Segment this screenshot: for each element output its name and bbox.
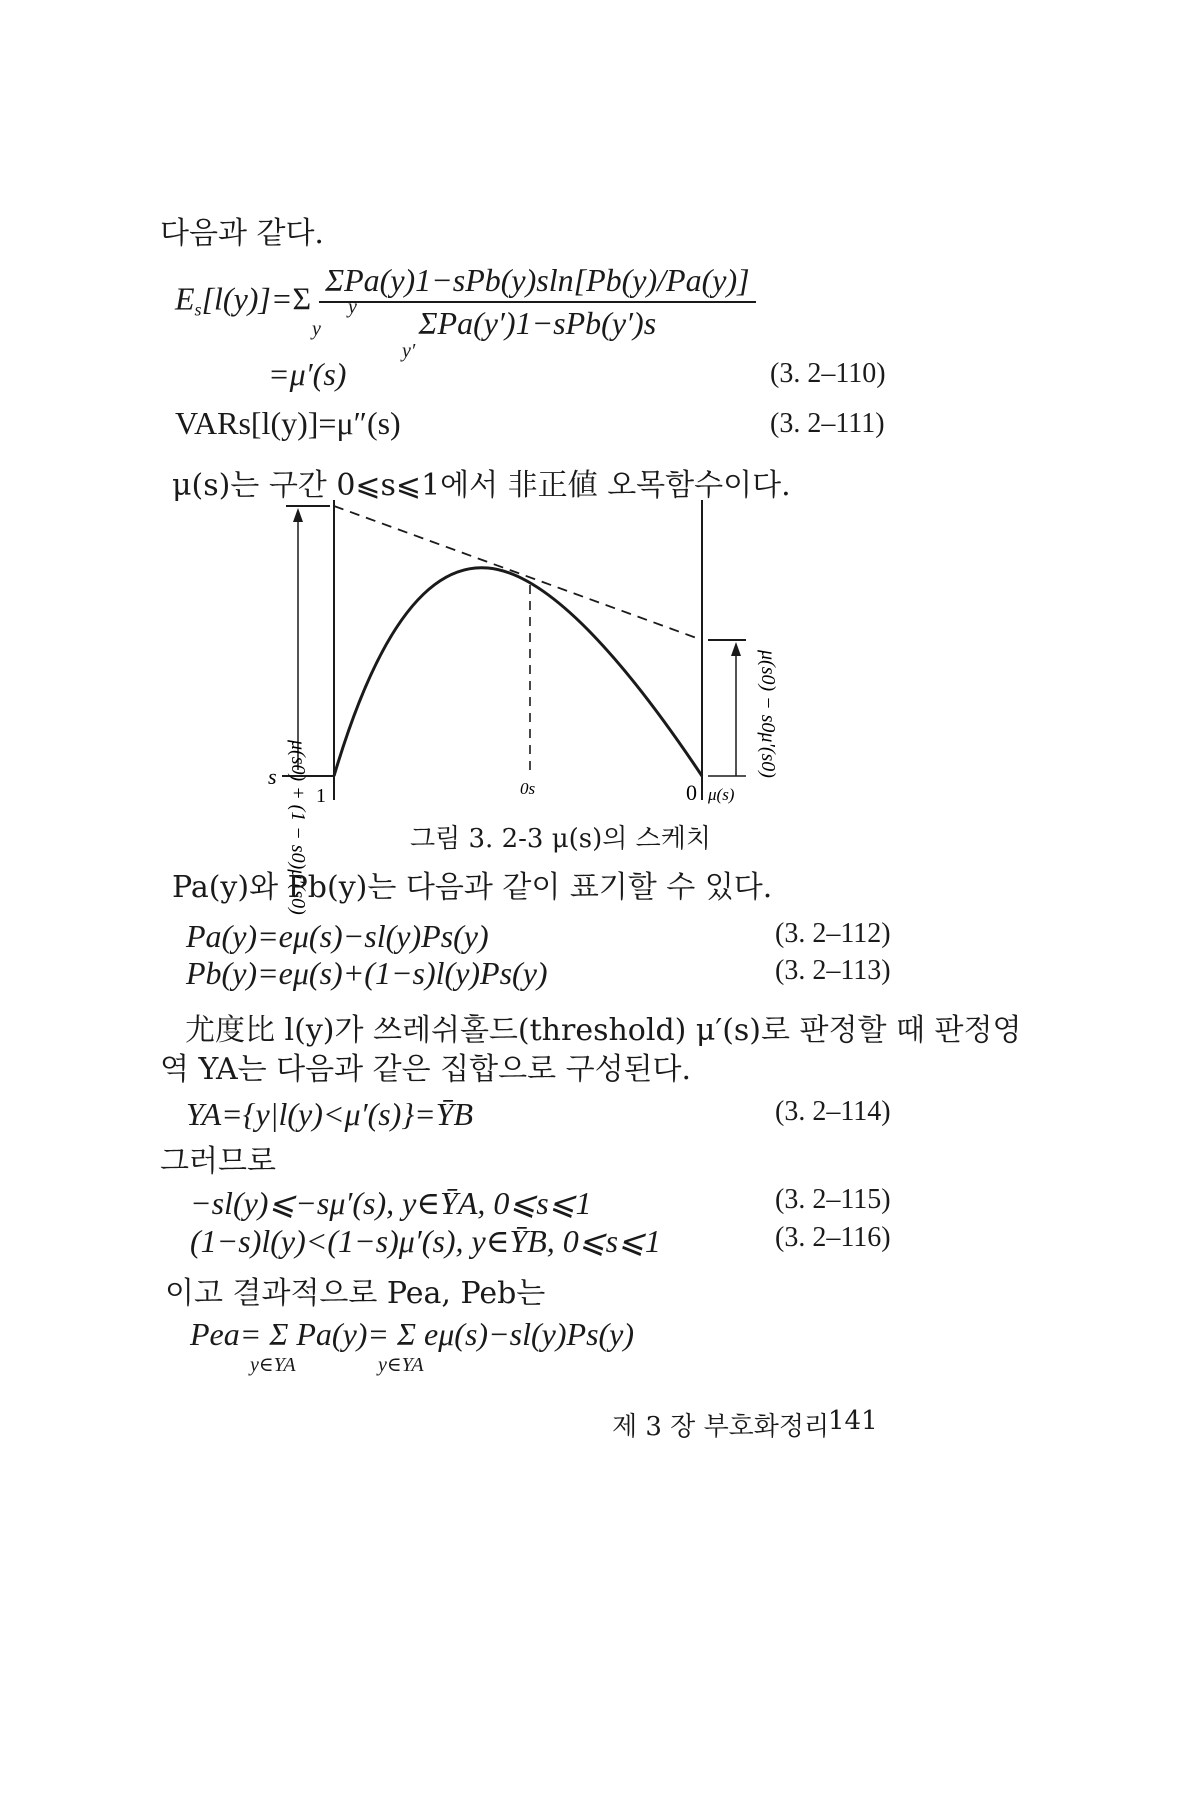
left-measure-label: μ(s0) + (1 − s0)μ′(s0)	[287, 740, 309, 915]
eq-112: Pa(y)=eμ(s)−sl(y)Ps(y)	[186, 918, 489, 954]
eq-110-lhs-rest: [l(y)]=	[201, 280, 293, 317]
eq-pea-sum-under-2: y∈YA	[378, 1354, 424, 1376]
mu-curve	[334, 568, 702, 776]
eq-115-number: (3. 2–115)	[775, 1184, 891, 1215]
eq-110-denominator: ΣPa(y′)1−sPb(y′)s	[418, 305, 657, 341]
eq-110-sum-under-den: y′	[402, 340, 416, 362]
tangent-line	[334, 506, 702, 640]
mu-label: μ(s)	[708, 785, 735, 804]
tick-s0-label: 0s	[520, 779, 536, 798]
eq-110-block: $E_s[l(y)]=\Sigma$ $\frac{\text{ΣPa(y)1−sPb(y)sln[Pb(y)/Pa(y)]}}{\text{ΣPa(y′)1−sPb(y′)s}}$	[175, 262, 756, 342]
eq-110-numerator: ΣPa(y)1−sPb(y)sln[Pb(y)/Pa(y)]	[319, 262, 755, 303]
eq-114: YA={y|l(y)<μ′(s)}=ȲB	[186, 1096, 474, 1132]
eq-110-lhs: E	[175, 280, 195, 317]
eq-110-fraction	[319, 262, 755, 342]
eq-116: (1−s)l(y)<(1−s)μ′(s), y∈ȲB, 0⩽s⩽1	[190, 1223, 661, 1259]
eq-111: VARs[l(y)]=μ″(s)	[175, 405, 401, 441]
therefore-line: 그러므로	[160, 1144, 276, 1179]
s-axis-label: s	[268, 764, 277, 789]
eq-pea-sum-under-1: y∈YA	[250, 1354, 296, 1376]
right-measure-label: μ(s0) − s0μ′(s0)	[757, 650, 779, 778]
eq-110-line2: =μ′(s)	[268, 356, 347, 392]
eq-111-number: (3. 2–111)	[770, 408, 885, 439]
footer-chapter: 제 3 장 부호화정리	[612, 1412, 830, 1442]
eq-116-number: (3. 2–116)	[775, 1222, 891, 1253]
para-threshold-line1: 尤度比 l(y)가 쓰레쉬홀드(threshold) μ′(s)로 판정할 때 판정영	[185, 1013, 1022, 1048]
result-line: 이고 결과적으로 Pea, Peb는	[165, 1276, 546, 1311]
figure-caption: 그림 3. 2-3 μ(s)의 스케치	[410, 824, 711, 854]
footer-page-number: 141	[828, 1406, 878, 1436]
eq-110-lhs-sub: s	[194, 299, 202, 320]
eq-113-number: (3. 2–113)	[775, 955, 891, 986]
eq-110-sum-under-num: y	[348, 296, 357, 318]
eq-110-sum-under-lhs: y	[312, 318, 321, 340]
eq-pea: Pea= Σ Pa(y)= Σ eμ(s)−sl(y)Ps(y)	[190, 1316, 635, 1352]
tick-1-label: 1	[316, 785, 326, 807]
tick-0-label: 0	[686, 780, 697, 805]
intro-line: 다음과 같다.	[160, 216, 324, 251]
eq-112-number: (3. 2–112)	[775, 918, 891, 949]
eq-115: −sl(y)⩽−sμ′(s), y∈ȲA, 0⩽s⩽1	[190, 1185, 592, 1221]
eq-113: Pb(y)=eμ(s)+(1−s)l(y)Ps(y)	[186, 955, 548, 991]
para-pa-pb: Pa(y)와 Pb(y)는 다음과 같이 표기할 수 있다.	[172, 870, 773, 905]
eq-114-number: (3. 2–114)	[775, 1096, 891, 1127]
left-measure-arrowhead	[293, 508, 303, 522]
right-measure-arrowhead	[731, 642, 741, 656]
statement-mu: μ(s)는 구간 0⩽s⩽1에서 非正値 오목함수이다.	[172, 468, 791, 503]
para-threshold-line2: 역 YA는 다음과 같은 집합으로 구성된다.	[160, 1052, 692, 1087]
eq-110-number: (3. 2–110)	[770, 358, 886, 389]
